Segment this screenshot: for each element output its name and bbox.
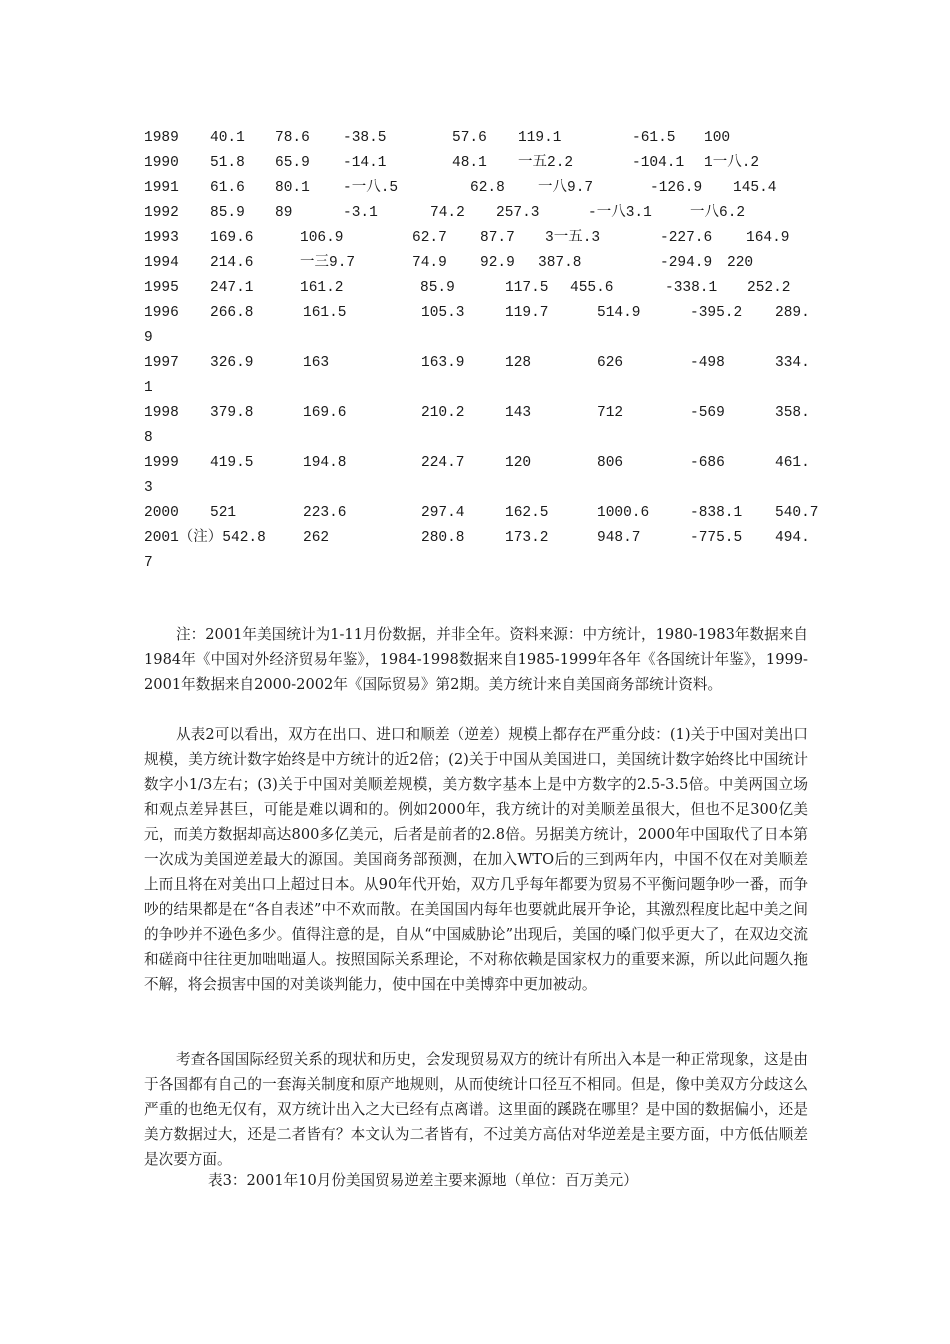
table-cell: 9 <box>144 330 153 346</box>
table-cell: 78.6 <box>275 130 310 146</box>
table-cell: 252.2 <box>747 280 791 296</box>
table-cell: 62.8 <box>470 180 505 196</box>
table-cell: 117.5 <box>505 280 549 296</box>
table-cell: 87.7 <box>480 230 515 246</box>
table-cell: 461. <box>775 455 810 471</box>
table3-caption: 表3：2001年10月份美国贸易逆差主要来源地（单位：百万美元） <box>208 1172 638 1189</box>
table-cell: -38.5 <box>343 130 387 146</box>
table-cell: 220 <box>727 255 754 271</box>
table-cell: 89 <box>275 205 293 221</box>
table-cell: 164.9 <box>746 230 790 246</box>
table-row <box>0 176 950 201</box>
table-cell: 1990 <box>144 155 179 171</box>
discussion-paragraph: 考查各国国际经贸关系的现状和历史，会发现贸易双方的统计有所出入本是一种正常现象，这是由于各国都有自己的一套海关制度和原产地规则，从而使统计口径互不相同。但是，像中美双方分歧这么严重的也绝无仅有，双方统计出入之大已经有点离谱。这里面的蹊跷在哪里？是中国的数据偏小，还是美方数据过大，还是二者皆有？本文认为二者皆有，不过美方高估对华逆差是主要方面，中方低估顺差是次要方面。 <box>144 1051 808 1168</box>
table-cell: 173.2 <box>505 530 549 546</box>
table-cell: 1996 <box>144 305 179 321</box>
table-cell: 143 <box>505 405 532 421</box>
table-cell: -569 <box>690 405 725 421</box>
table-row <box>0 351 950 376</box>
table-cell: 712 <box>597 405 624 421</box>
table-cell: 387.8 <box>538 255 582 271</box>
table-cell: 1991 <box>144 180 179 196</box>
table-cell: 1000.6 <box>597 505 650 521</box>
table-cell: -一八3.1 <box>588 205 652 221</box>
table-cell: 1992 <box>144 205 179 221</box>
table-cell: 326.9 <box>210 355 254 371</box>
table-cell: 92.9 <box>480 255 515 271</box>
table-cell: -498 <box>690 355 725 371</box>
table-cell: 540.7 <box>775 505 819 521</box>
table-cell: 162.5 <box>505 505 549 521</box>
table-cell: 210.2 <box>421 405 465 421</box>
table-row <box>0 226 950 251</box>
table-cell: 8 <box>144 430 153 446</box>
table-cell: 224.7 <box>421 455 465 471</box>
table-cell: 379.8 <box>210 405 254 421</box>
table-cell: 40.1 <box>210 130 245 146</box>
table-cell: 494. <box>775 530 810 546</box>
table-cell: 419.5 <box>210 455 254 471</box>
table-cell: -775.5 <box>690 530 743 546</box>
table-cell: 105.3 <box>421 305 465 321</box>
table-cell: 358. <box>775 405 810 421</box>
table-cell: -838.1 <box>690 505 743 521</box>
table-cell: -一八.5 <box>343 180 399 196</box>
table-cell: -686 <box>690 455 725 471</box>
table-cell: 1995 <box>144 280 179 296</box>
table-cell: 1997 <box>144 355 179 371</box>
table-cell: 119.7 <box>505 305 549 321</box>
table-cell: -61.5 <box>632 130 676 146</box>
table-cell: 257.3 <box>496 205 540 221</box>
table-cell: -14.1 <box>343 155 387 171</box>
table-row <box>0 501 950 526</box>
table-cell: 7 <box>144 555 153 571</box>
table-cell: 62.7 <box>412 230 447 246</box>
table-row <box>0 426 950 451</box>
table-cell: 61.6 <box>210 180 245 196</box>
table-cell: 57.6 <box>452 130 487 146</box>
table-cell: 626 <box>597 355 624 371</box>
table-cell: 1999 <box>144 455 179 471</box>
table-cell: 334. <box>775 355 810 371</box>
table-cell: -395.2 <box>690 305 743 321</box>
table-row <box>0 276 950 301</box>
table-cell: 262 <box>303 530 330 546</box>
table-cell: 100 <box>704 130 731 146</box>
table-cell: 1989 <box>144 130 179 146</box>
table-cell: 85.9 <box>420 280 455 296</box>
table-row <box>0 201 950 226</box>
table-cell: 1994 <box>144 255 179 271</box>
table-cell: 128 <box>505 355 532 371</box>
table-row <box>0 326 950 351</box>
table-cell: 一五2.2 <box>518 155 574 171</box>
table-cell: 948.7 <box>597 530 641 546</box>
table-cell: 247.1 <box>210 280 254 296</box>
table-cell: 514.9 <box>597 305 641 321</box>
table-cell: 一八9.7 <box>538 180 594 196</box>
table-cell: 120 <box>505 455 532 471</box>
table-row <box>0 526 950 551</box>
table-row <box>0 451 950 476</box>
table-cell: 一三9.7 <box>300 255 356 271</box>
table-cell: 194.8 <box>303 455 347 471</box>
table-cell: -227.6 <box>660 230 713 246</box>
table-cell: 51.8 <box>210 155 245 171</box>
table-cell: 2001（注）542.8 <box>144 530 266 546</box>
table-cell: 119.1 <box>518 130 562 146</box>
table-cell: -126.9 <box>650 180 703 196</box>
table-cell: 266.8 <box>210 305 254 321</box>
table-cell: 74.9 <box>412 255 447 271</box>
table-row <box>0 301 950 326</box>
table-cell: 289. <box>775 305 810 321</box>
table-cell: 521 <box>210 505 237 521</box>
table-row <box>0 151 950 176</box>
table-row <box>0 251 950 276</box>
table-cell: 455.6 <box>570 280 614 296</box>
table-cell: 85.9 <box>210 205 245 221</box>
table-cell: 65.9 <box>275 155 310 171</box>
table-row <box>0 401 950 426</box>
table-cell: -104.1 <box>632 155 685 171</box>
table-cell: 169.6 <box>303 405 347 421</box>
analysis-paragraph: 从表2可以看出，双方在出口、进口和顺差（逆差）规模上都存在严重分歧：(1)关于中国对美出口规模，美方统计数字始终是中方统计的近2倍；(2)关于中国从美国进口，美国统计数字始终比中国统计数字小1/3左右；(3)关于中国对美顺差规模，美方数字基本上是中方数字的2.5-3.5倍。中美两国立场和观点差异甚巨，可能是难以调和的。例如2000年，我方统计的对美顺差虽很大，但也不足300亿美元，而美方数据却高达800多亿美元，后者是前者的2.8倍。另据美方统计，2000年中国取代了日本第一次成为美国逆差最大的源国。美国商务部预测，在加入WTO后的三到两年内，中国不仅在对美顺差上而且将在对美出口上超过日本。从90年代开始，双方几乎每年都要为贸易不平衡问题争吵一番，而争吵的结果都是在“各自表述”中不欢而散。在美国国内每年也要就此展开争论，其激烈程度比起中美之间的争吵并不逊色多少。值得注意的是，自从“中国威胁论”出现后，美国的嗓门似乎更大了，在双边交流和磋商中往往更加咄咄逼人。按照国际关系理论，不对称依赖是国家权力的重要来源，所以此问题久拖不解，将会损害中国的对美谈判能力，使中国在中美博弈中更加被动。 <box>144 726 808 993</box>
table-cell: 223.6 <box>303 505 347 521</box>
table-cell: 1一八.2 <box>704 155 760 171</box>
table-cell: 214.6 <box>210 255 254 271</box>
table-cell: 一八6.2 <box>690 205 746 221</box>
table-cell: 806 <box>597 455 624 471</box>
table-row <box>0 476 950 501</box>
table-cell: 74.2 <box>430 205 465 221</box>
table-cell: 1998 <box>144 405 179 421</box>
table-cell: 161.5 <box>303 305 347 321</box>
table-cell: 1993 <box>144 230 179 246</box>
table-cell: -3.1 <box>343 205 378 221</box>
table-row <box>0 376 950 401</box>
table-cell: 297.4 <box>421 505 465 521</box>
table-cell: 280.8 <box>421 530 465 546</box>
table-cell: -338.1 <box>665 280 718 296</box>
table-cell: 106.9 <box>300 230 344 246</box>
table-cell: 169.6 <box>210 230 254 246</box>
table-cell: 48.1 <box>452 155 487 171</box>
table-cell: -294.9 <box>660 255 713 271</box>
table-row <box>0 551 950 576</box>
table-cell: 2000 <box>144 505 179 521</box>
table-cell: 163.9 <box>421 355 465 371</box>
table-cell: 163 <box>303 355 330 371</box>
table-cell: 1 <box>144 380 153 396</box>
table-cell: 3一五.3 <box>545 230 601 246</box>
table-source-note: 注：2001年美国统计为1-11月份数据，并非全年。资料来源：中方统计，1980-1983年数据来自1984年《中国对外经济贸易年鉴》，1984-1998数据来自1985-1999年各年《各国统计年鉴》，1999-2001年数据来自2000-2002年《国际贸易》第2期。美方统计来自美国商务部统计资料。 <box>144 626 808 693</box>
table-cell: 161.2 <box>300 280 344 296</box>
table-cell: 3 <box>144 480 153 496</box>
table-row <box>0 126 950 151</box>
table-cell: 80.1 <box>275 180 310 196</box>
table-cell: 145.4 <box>733 180 777 196</box>
